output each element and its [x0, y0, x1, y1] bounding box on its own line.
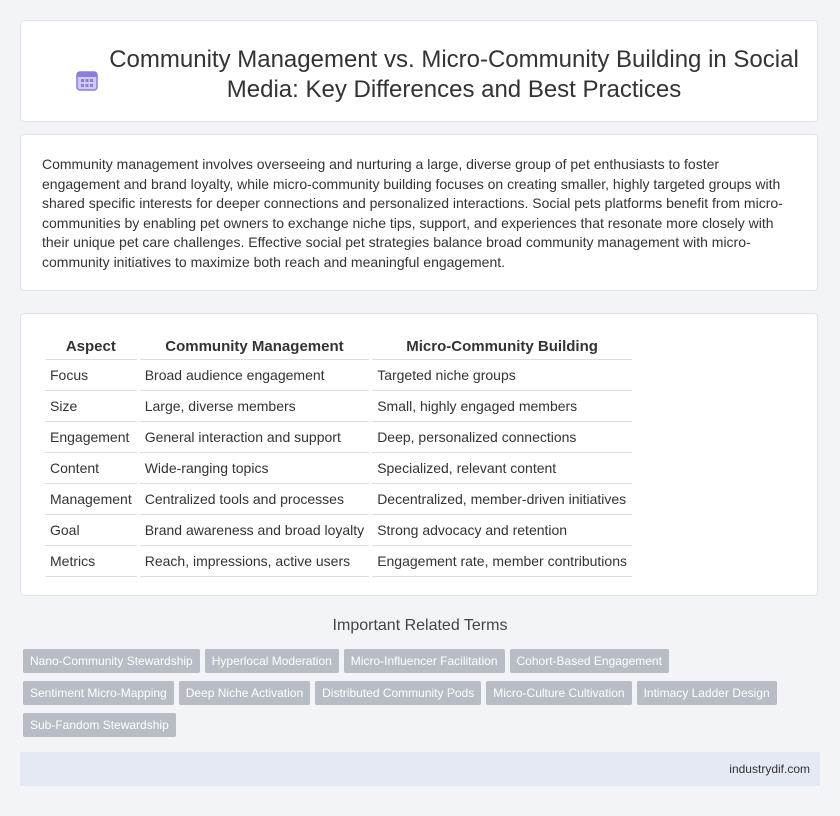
column-header: Micro-Community Building	[372, 332, 632, 360]
table-row	[45, 422, 632, 453]
related-term-tag[interactable]: Sub-Fandom Stewardship	[23, 713, 176, 737]
table-cell: Focus	[45, 360, 137, 391]
title-card	[20, 20, 818, 122]
table-cell: Small, highly engaged members	[372, 391, 632, 422]
table-row	[45, 453, 632, 484]
table-cell: Targeted niche groups	[372, 360, 632, 391]
table-cell: General interaction and support	[140, 422, 369, 453]
related-term-tag[interactable]: Intimacy Ladder Design	[637, 681, 777, 705]
related-term-tag[interactable]: Sentiment Micro-Mapping	[23, 681, 174, 705]
intro-card	[20, 134, 818, 291]
table-cell: Strong advocacy and retention	[372, 515, 632, 546]
related-term-tag[interactable]: Micro-Culture Cultivation	[486, 681, 631, 705]
table-header-row	[45, 332, 632, 360]
table-cell: Wide-ranging topics	[140, 453, 369, 484]
comparison-card	[20, 313, 818, 596]
related-term-tag[interactable]: Deep Niche Activation	[179, 681, 310, 705]
table-cell: Goal	[45, 515, 137, 546]
table-cell: Large, diverse members	[140, 391, 369, 422]
column-header: Community Management	[140, 332, 369, 360]
table-row	[45, 546, 632, 577]
table-row	[45, 391, 632, 422]
related-term-tag[interactable]: Distributed Community Pods	[315, 681, 481, 705]
table-cell: Centralized tools and processes	[140, 484, 369, 515]
table-cell: Deep, personalized connections	[372, 422, 632, 453]
table-cell: Engagement rate, member contributions	[372, 546, 632, 577]
table-cell: Metrics	[45, 546, 137, 577]
intro-paragraph: Community management involves overseeing and nurturing a large, diverse group of pet enthusiasts to foster engagement and brand loyalty, while micro-community building focuses on creating smaller, highly targeted groups with shared specific interests for deeper connections and personalized interactions. Social pets platforms benefit from micro-communities by enabling pet owners to exchange niche tips, support, and experiences that resonate more closely with their unique pet care challenges. Effective social pet strategies balance broad community management with micro-community initiatives to maximize both reach and meaningful engagement.	[42, 156, 783, 270]
table-cell: Decentralized, member-driven initiatives	[372, 484, 632, 515]
related-terms-heading: Important Related Terms	[332, 617, 508, 634]
page-title: Community Management vs. Micro-Community Building in Social Media: Key Differences and Best Practices	[109, 46, 799, 103]
table-cell: Management	[45, 484, 137, 515]
table-cell: Size	[45, 391, 137, 422]
table-cell: Reach, impressions, active users	[140, 546, 369, 577]
related-term-tag[interactable]: Nano-Community Stewardship	[23, 649, 200, 673]
table-cell: Engagement	[45, 422, 137, 453]
table-cell: Specialized, relevant content	[372, 453, 632, 484]
related-terms-list	[23, 649, 803, 745]
footer	[20, 752, 820, 786]
table-cell: Content	[45, 453, 137, 484]
table-row	[45, 360, 632, 391]
table-row	[45, 484, 632, 515]
related-term-tag[interactable]: Hyperlocal Moderation	[205, 649, 339, 673]
comparison-table	[42, 332, 635, 577]
table-row	[45, 515, 632, 546]
table-cell: Broad audience engagement	[140, 360, 369, 391]
table-cell: Brand awareness and broad loyalty	[140, 515, 369, 546]
calendar-icon	[75, 68, 99, 92]
related-term-tag[interactable]: Cohort-Based Engagement	[510, 649, 669, 673]
related-term-tag[interactable]: Micro-Influencer Facilitation	[344, 649, 505, 673]
column-header: Aspect	[45, 332, 137, 360]
table-body	[45, 360, 632, 577]
footer-site: industrydif.com	[729, 762, 810, 776]
